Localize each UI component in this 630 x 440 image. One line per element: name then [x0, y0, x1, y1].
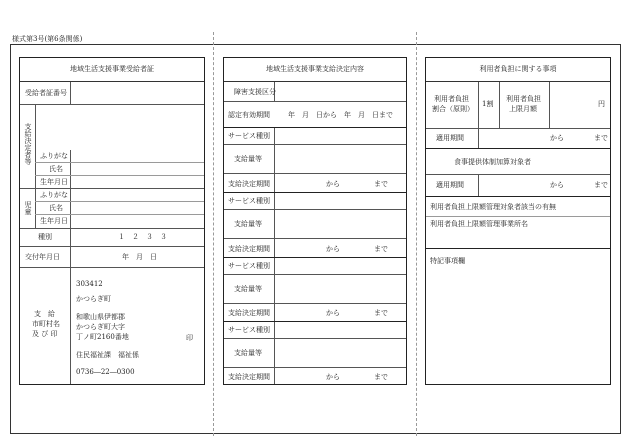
- yen-unit: 円: [598, 100, 605, 108]
- recipient-number-label: 受給者証番号: [25, 89, 67, 97]
- burden-ratio-value: 1割: [482, 100, 494, 108]
- apply-until: まで: [594, 134, 608, 142]
- recipient-number-row: [20, 82, 204, 105]
- burden-limit-label-1: 利用者負担: [506, 95, 541, 103]
- limit-office-label: 利用者負担上限額管理事業所名: [430, 220, 528, 228]
- service-block: [224, 193, 406, 258]
- service-block: [224, 128, 406, 193]
- service-type-label: サービス種別: [228, 262, 270, 270]
- apply-period-label: 適用期間: [436, 134, 464, 142]
- meal-row: [426, 149, 610, 175]
- amount-label: 支給量等: [234, 155, 262, 163]
- disability-row: [224, 82, 406, 102]
- form-number: 様式第3号(第6条関係): [12, 35, 83, 43]
- limit-management-row: [426, 197, 610, 217]
- service-type-label: サービス種別: [228, 132, 270, 140]
- period-until: まで: [374, 245, 388, 253]
- service-block: [224, 258, 406, 322]
- furigana-label: ふりがな: [40, 152, 68, 160]
- municipality-label-1: 支 給: [34, 310, 55, 318]
- period-until: まで: [374, 180, 388, 188]
- burden-row: [426, 82, 610, 129]
- amount-label: 支給量等: [234, 285, 262, 293]
- issue-date-row: [20, 247, 204, 268]
- service-type-label: サービス種別: [228, 197, 270, 205]
- child-name-label: 氏名: [49, 204, 63, 212]
- apply-until: まで: [594, 181, 608, 189]
- burden-ratio-label-2: 割合（原則）: [432, 105, 474, 113]
- apply-period-label: 適用期間: [436, 181, 464, 189]
- town-name: かつらぎ町: [76, 295, 111, 303]
- burden-limit-label-2: 上限月額: [509, 105, 537, 113]
- phone-number: 0736―22―0300: [76, 368, 135, 376]
- decision-card-title: 地域生活支援事業支給決定内容: [224, 58, 406, 82]
- apply-from: から: [550, 181, 564, 189]
- period-from: から: [326, 245, 340, 253]
- service-type-label: サービス種別: [228, 326, 270, 334]
- limit-management-label: 利用者負担上限額管理対象者該当の有無: [430, 203, 556, 211]
- seal-mark: 印: [186, 334, 193, 342]
- valid-period-row: [224, 102, 406, 128]
- period-label: 支給決定期間: [228, 180, 270, 188]
- valid-period-label: 認定有効期間: [228, 111, 270, 119]
- period-label: 支給決定期間: [228, 245, 270, 253]
- child-furigana-label: ふりがな: [40, 191, 68, 199]
- issue-date-value: 年 月 日: [122, 253, 157, 261]
- name-label: 氏名: [49, 165, 63, 173]
- recipient-card: [19, 57, 205, 385]
- fold-line-1: [213, 32, 214, 436]
- meal-label: 食事提供体制加算対象者: [454, 158, 531, 166]
- address-line-3: 丁ノ町2160番地: [76, 333, 129, 341]
- type-options: １ ２ ３ ３: [118, 233, 167, 241]
- period-label: 支給決定期間: [228, 373, 270, 381]
- address-line-1: 和歌山県伊都郡: [76, 313, 125, 321]
- apply-period-row-2: [426, 175, 610, 197]
- child-birth-label: 生年月日: [40, 217, 68, 225]
- birth-label: 生年月日: [40, 178, 68, 186]
- limit-office-row: [426, 217, 610, 249]
- recipient-group-label: 支給決定者等: [24, 123, 32, 165]
- department: 住民福祉課 福祉係: [76, 351, 139, 359]
- type-label: 種別: [38, 233, 52, 241]
- municipality-label-2: 市町村名: [32, 320, 60, 328]
- municipality-label-3: 及 び 印: [32, 330, 58, 338]
- period-label: 支給決定期間: [228, 309, 270, 317]
- decision-card: [223, 57, 407, 385]
- apply-from: から: [550, 134, 564, 142]
- disability-label: 障害支援区分: [234, 88, 276, 96]
- address-line-2: かつらぎ町大字: [76, 323, 125, 331]
- recipient-card-title: 地域生活支援事業受給者証: [20, 58, 204, 82]
- period-from: から: [326, 309, 340, 317]
- special-notes-label: 特記事項欄: [430, 257, 465, 265]
- burden-card-title: 利用者負担に関する事項: [426, 58, 610, 82]
- period-until: まで: [374, 373, 388, 381]
- child-group-label: 児童: [24, 201, 32, 215]
- fold-line-2: [416, 32, 417, 436]
- issue-date-label: 交付年月日: [25, 253, 60, 261]
- service-block: [224, 322, 406, 384]
- apply-period-row-1: [426, 129, 610, 149]
- amount-label: 支給量等: [234, 349, 262, 357]
- valid-period-value: 年 月 日から 年 月 日まで: [288, 111, 393, 119]
- amount-label: 支給量等: [234, 220, 262, 228]
- municipality-block: [20, 268, 204, 384]
- type-row: [20, 229, 204, 247]
- period-until: まで: [374, 309, 388, 317]
- period-from: から: [326, 180, 340, 188]
- recipient-group: [20, 105, 204, 189]
- child-group: [20, 189, 204, 229]
- burden-card: [425, 57, 611, 385]
- burden-ratio-label-1: 利用者負担: [434, 95, 469, 103]
- postal-code: 303412: [76, 280, 103, 288]
- period-from: から: [326, 373, 340, 381]
